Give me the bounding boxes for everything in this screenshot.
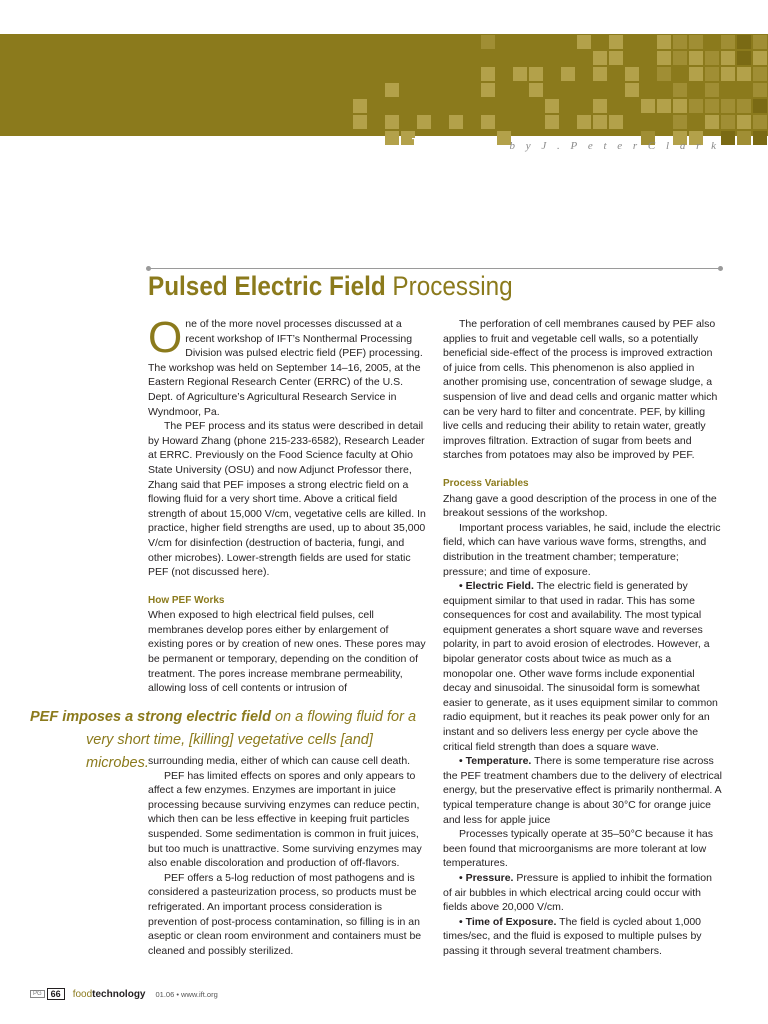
- rule-dot-right: [718, 266, 723, 271]
- magazine-logo: foodtechnology: [72, 988, 146, 1000]
- banner-tile: [673, 83, 687, 97]
- banner-tile: [561, 67, 575, 81]
- banner-tile: [529, 67, 543, 81]
- banner-tile: [609, 115, 623, 129]
- banner-tile: [737, 35, 751, 49]
- banner-tile: [593, 99, 607, 113]
- pull-quote-line-2: very short time, [killing] vegetative cells [and] microbes.: [86, 732, 373, 771]
- paragraph: surrounding media, either of which can cause cell death.: [148, 755, 411, 767]
- banner-tile: [385, 83, 399, 97]
- byline: b y J . P e t e r C l a r k: [509, 140, 720, 152]
- banner-tile: [721, 99, 735, 113]
- banner-tile: [737, 115, 751, 129]
- banner-tile: [481, 67, 495, 81]
- issue-info: 01.06 • www.ift.org: [155, 989, 218, 999]
- bullet-time-of-exposure: • Time of Exposure. The field is cycled about 1,000 times/sec, and the fluid is exposed to multiple pulses by passing it through several treatment chambers.: [443, 915, 702, 957]
- page-mark: PG: [30, 990, 45, 998]
- banner-tile: [529, 83, 543, 97]
- title-rest: Processing: [385, 271, 513, 301]
- banner-tile: [689, 67, 703, 81]
- banner-tile: [689, 35, 703, 49]
- banner-tile: [753, 67, 767, 81]
- banner-tile: [481, 83, 495, 97]
- banner-tile: [673, 51, 687, 65]
- bullet-pressure: • Pressure. Pressure is applied to inhibit the formation of air bubbles in which electrical arcing could occur with fields above 20,000 V/cm.: [443, 871, 712, 914]
- page-footer: [30, 988, 218, 1000]
- banner-tile: [753, 115, 767, 129]
- banner-tile: [593, 51, 607, 65]
- paragraph: PEF offers a 5-log reduction of most pathogens and is considered a pasteurization process, so products must be refrigerated. An important process consideration is prevention of post-process contamination, so filling is in an aseptic or clean room environment and containers must be cleaned and possibly sterilized.: [148, 871, 422, 957]
- banner-tile: [657, 51, 671, 65]
- banner-tile: [721, 51, 735, 65]
- banner-tile: [673, 35, 687, 49]
- banner-tile: [673, 99, 687, 113]
- banner-tile: [481, 115, 495, 129]
- banner-tile: [689, 99, 703, 113]
- banner-tile: [753, 35, 767, 49]
- section-label: [ P R O C E S S I N G ]: [30, 136, 427, 156]
- banner-tile: [705, 115, 719, 129]
- banner-tile: [625, 83, 639, 97]
- title-bold: Pulsed Electric Field: [148, 271, 386, 301]
- banner-tile: [593, 115, 607, 129]
- banner-tile: [609, 51, 623, 65]
- banner-tile: [625, 67, 639, 81]
- banner-tile: [737, 51, 751, 65]
- banner-tile: [641, 99, 655, 113]
- banner-tile: [609, 35, 623, 49]
- bullet-temperature: • Temperature. There is some temperature rise across the PEF treatment chambers due to the delivery of electrical energy, but the preservative effect is primarily nonthermal. A typical temperature change is about 30°C for orange juice and less for apple juice: [443, 755, 722, 826]
- banner-tile: [705, 51, 719, 65]
- paragraph: PEF has limited effects on spores and only appears to affect a few enzymes. Enzymes are important in juice processing because surviving enzymes can reduce pectin, which then can be less effective in keeping fruit particles suspended. Some sedimentation is common in fruit juices, but too much is unattractive. Some surviving enzymes may also enable discoloration and production of off-flavors.: [148, 769, 422, 870]
- paragraph: Important process variables, he said, include the electric field, which can have various wave forms, strengths, and distribution in the treatment chamber; temperature; pressure; and time of exposure.: [443, 521, 721, 578]
- column-1-top: [148, 313, 426, 696]
- bullet-electric-field: • Electric Field. The electric field is generated by equipment similar to that used in radar. This has some consequences for cost and availability. The most typical equipment generates a short square wave and reverses polarity, in part to avoid erosion of electrodes. However, a bipolar generator costs about twice as much as a monopolar one. Other wave forms include exponential decay and sinusoidal. The sinusoidal form is somewhat easier to generate, as it uses equipment similar to common radio equipment, but it reaches its peak power only for an instant and so delivers less energy per cycle above the critical field strength than does a square wave.: [443, 580, 718, 753]
- banner-tile: [705, 99, 719, 113]
- paragraph: When exposed to high electrical field pulses, cell membranes develop pores either by enlargement of existing pores or by creation of new ones. These pores may be permanent or temporary, depending on the condition of treatment. The pores increase membrane permeability, allowing loss of cell contents or intrusion of: [148, 609, 426, 695]
- subhead-process-variables: Process Variables: [443, 477, 529, 489]
- banner-tile: [657, 99, 671, 113]
- paragraph-intro: One of the more novel processes discussed at a recent workshop of IFT’s Nonthermal Processing Division was pulsed electric field (PEF) processing. The workshop was held on September 14–16, 2005, at the Eastern Regional Research Center (ERRC) of the U.S. Dept. of Agriculture’s Agricultural Research Service in Wyndmoor, Pa.: [148, 313, 423, 418]
- banner-tile: [353, 99, 367, 113]
- subhead-how-pef-works: How PEF Works: [148, 594, 225, 606]
- title-rule: [148, 268, 720, 269]
- banner-tile: [657, 67, 671, 81]
- banner-tile: [737, 67, 751, 81]
- banner-tile: [481, 35, 495, 49]
- column-1-bottom: [148, 754, 426, 958]
- banner-tile: [753, 83, 767, 97]
- banner-tile: [753, 51, 767, 65]
- paragraph: The PEF process and its status were described in detail by Howard Zhang (phone 215-233-6582), Research Leader at ERRC. Previously on the Food Science faculty at Ohio State University (OSU) and now Adjunct Professor there, Zhang said that PEF imposes a strong electric field on a flowing fluid for a very short time. Above a critical field strength of about 15,000 V/cm, vegetative cells are killed. In practice, higher field strengths are used, up to about 35,000 V/cm for disinfection (destruction of bacteria, fungi, and other microbes). Lower-strength fields are used for static PEF (not discussed here).: [148, 420, 426, 579]
- banner-tile: [673, 115, 687, 129]
- banner-tile: [353, 115, 367, 129]
- banner-tile: [753, 99, 767, 113]
- banner-tile: [577, 35, 591, 49]
- drop-cap: O: [148, 313, 183, 362]
- banner-tile: [721, 131, 735, 145]
- paragraph: Processes typically operate at 35–50°C because it has been found that microorganisms are more tolerant at low temperatures.: [443, 828, 714, 870]
- banner-tile: [657, 35, 671, 49]
- banner-tile: [545, 99, 559, 113]
- article-title: [148, 271, 513, 302]
- banner-tile: [449, 115, 463, 129]
- banner-pattern: [0, 34, 768, 136]
- banner-tile: [721, 115, 735, 129]
- banner-tile: [753, 131, 767, 145]
- banner-tile: [705, 83, 719, 97]
- page-number: 66: [47, 988, 65, 1000]
- banner-tile: [737, 131, 751, 145]
- banner-tile: [737, 99, 751, 113]
- banner-tile: [513, 67, 527, 81]
- banner-tile: [577, 115, 591, 129]
- banner-tile: [705, 67, 719, 81]
- banner-tile: [689, 51, 703, 65]
- banner-tile: [721, 35, 735, 49]
- banner-tile: [545, 115, 559, 129]
- banner-tile: [593, 67, 607, 81]
- pull-quote-line-1: PEF imposes a strong electric field on a flowing fluid for a: [30, 709, 417, 725]
- banner-tile: [385, 115, 399, 129]
- paragraph: Zhang gave a good description of the process in one of the breakout sessions of the workshop.: [443, 492, 717, 520]
- banner-tile: [417, 115, 431, 129]
- column-2: [443, 317, 723, 959]
- paragraph: The perforation of cell membranes caused by PEF also applies to fruit and vegetable cell walls, so a potentially beneficial side-effect of the process is improved extraction of juice from cells. This phenomenon is also applied in another promising use, concentration of sewage sludge, a suspension of live and dead cells and organic matter which can be very hard to filter and concentrate. PEF, by killing live cells and reducing their ability to retain water, greatly improves filtration. Extraction of sugar from beets and starches from potatoes may also be improved by PEF.: [443, 318, 718, 462]
- banner-tile: [721, 67, 735, 81]
